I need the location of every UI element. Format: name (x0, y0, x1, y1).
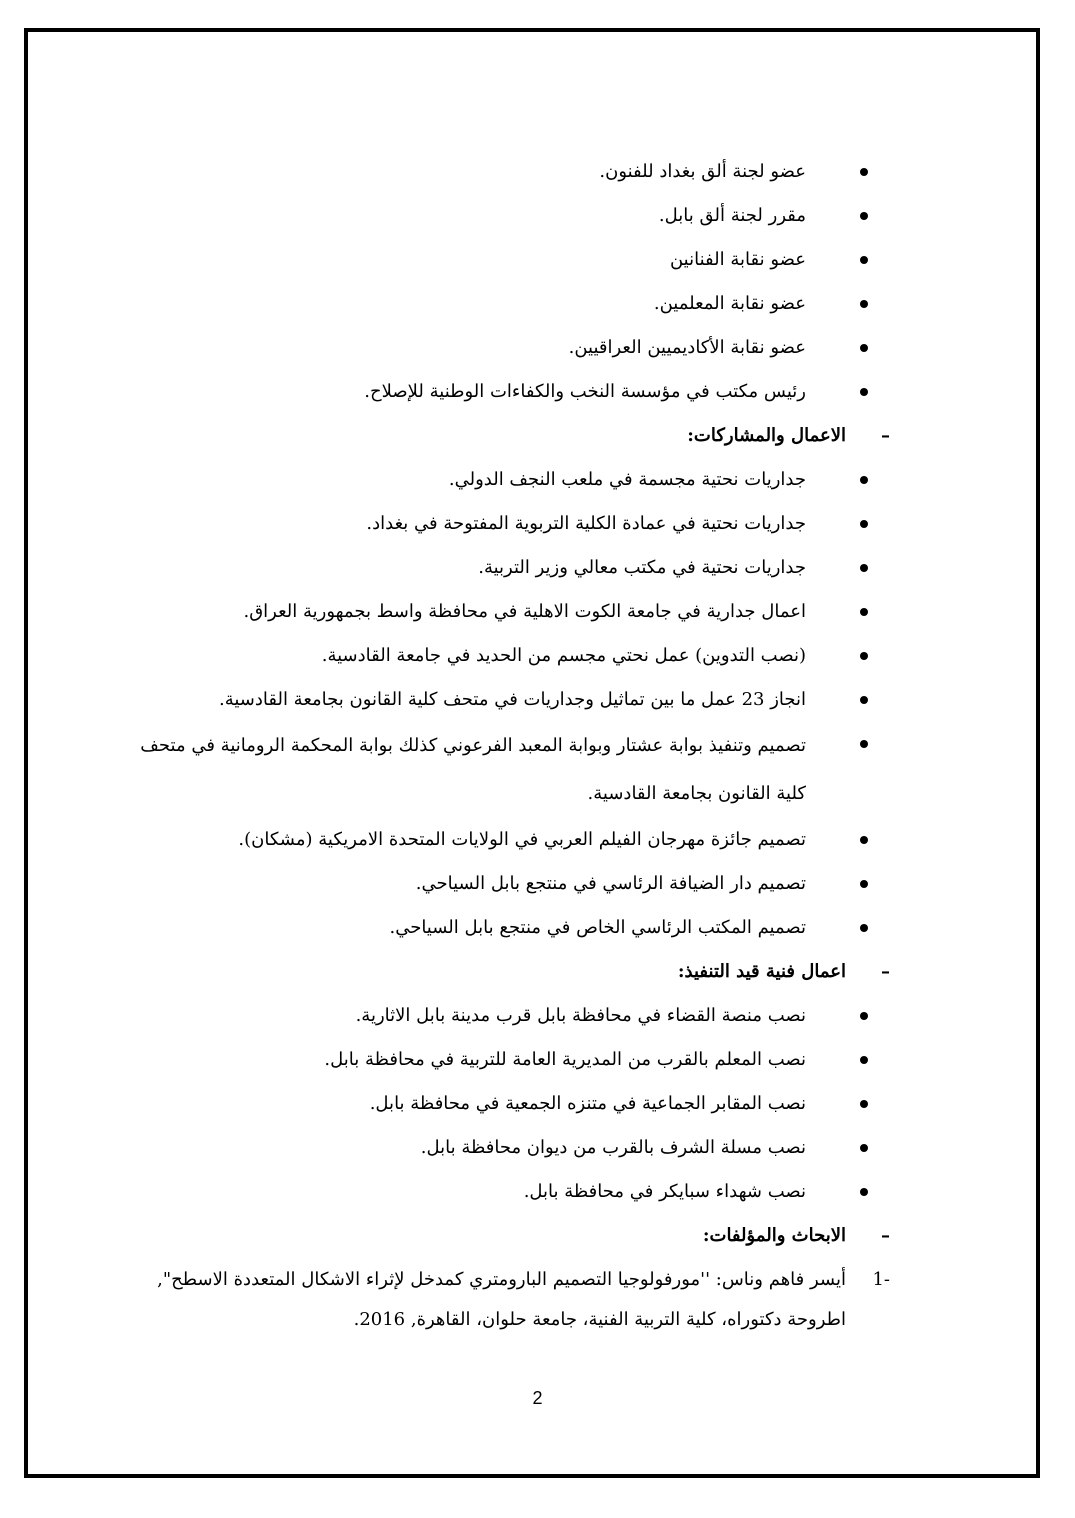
list-item: عضو نقابة الأكاديميين العراقيين. (140, 326, 806, 370)
list-item: تصميم دار الضيافة الرئاسي في منتجع بابل السياحي. (140, 862, 806, 906)
list-item: تصميم وتنفيذ بوابة عشتار وبوابة المعبد الفرعوني كذلك بوابة المحكمة الرومانية في متحف كلية القانون بجامعة القادسية. (140, 722, 806, 818)
pending-section-heading (140, 950, 890, 994)
list-item: جداريات نحتية في عمادة الكلية التربوية المفتوحة في بغداد. (140, 502, 806, 546)
list-item: انجاز 23 عمل ما بين تماثيل وجداريات في متحف كلية القانون بجامعة القادسية. (140, 678, 806, 722)
list-item: مقرر لجنة ألق بابل. (140, 194, 806, 238)
list-item: عضو نقابة المعلمين. (140, 282, 806, 326)
list-item: نصب مسلة الشرف بالقرب من ديوان محافظة بابل. (140, 1126, 806, 1170)
list-item: عضو نقابة الفنانين (140, 238, 806, 282)
list-item: نصب شهداء سبايكر في محافظة بابل. (140, 1170, 806, 1214)
pending-list (140, 994, 890, 1214)
heading-dash: – (881, 425, 890, 446)
list-item: جداريات نحتية في مكتب معالي وزير التربية. (140, 546, 806, 590)
reference-item (140, 1260, 890, 1340)
list-item: نصب المعلم بالقرب من المديرية العامة للتربية في محافظة بابل. (140, 1038, 806, 1082)
research-section-heading (140, 1214, 890, 1258)
list-item: تصميم المكتب الرئاسي الخاص في منتجع بابل السياحي. (140, 906, 806, 950)
reference-text: أيسر فاهم وناس: ''مورفولوجيا التصميم البارومتري كمدخل لإثراء الاشكال المتعددة الاسطح", اطروحة دكتوراه، كلية التربية الفنية، جامعة حلوان، القاهرة, 2016. (157, 1269, 846, 1330)
reference-number: 1- (872, 1269, 890, 1290)
list-item: رئيس مكتب في مؤسسة النخب والكفاءات الوطنية للإصلاح. (140, 370, 806, 414)
list-item: نصب منصة القضاء في محافظة بابل قرب مدينة بابل الاثارية. (140, 994, 806, 1038)
list-item: عضو لجنة ألق بغداد للفنون. (140, 150, 806, 194)
heading-dash: – (881, 961, 890, 982)
research-section-title: الابحاث والمؤلفات: (702, 1225, 846, 1246)
works-list (140, 458, 890, 950)
list-item: نصب المقابر الجماعية في متنزه الجمعية في محافظة بابل. (140, 1082, 806, 1126)
page-number: 2 (532, 1388, 543, 1408)
list-item: اعمال جدارية في جامعة الكوت الاهلية في محافظة واسط بجمهورية العراق. (140, 590, 806, 634)
works-section-heading (140, 414, 890, 458)
list-item: (نصب التدوين) عمل نحتي مجسم من الحديد في جامعة القادسية. (140, 634, 806, 678)
document-body (140, 150, 890, 1340)
list-item: جداريات نحتية مجسمة في ملعب النجف الدولي. (140, 458, 806, 502)
heading-dash: – (881, 1225, 890, 1246)
works-section-title: الاعمال والمشاركات: (687, 425, 846, 446)
memberships-list (140, 150, 890, 414)
pending-section-title: اعمال فنية قيد التنفيذ: (677, 961, 846, 982)
list-item: تصميم جائزة مهرجان الفيلم العربي في الولايات المتحدة الامريكية (مشكان). (140, 818, 806, 862)
